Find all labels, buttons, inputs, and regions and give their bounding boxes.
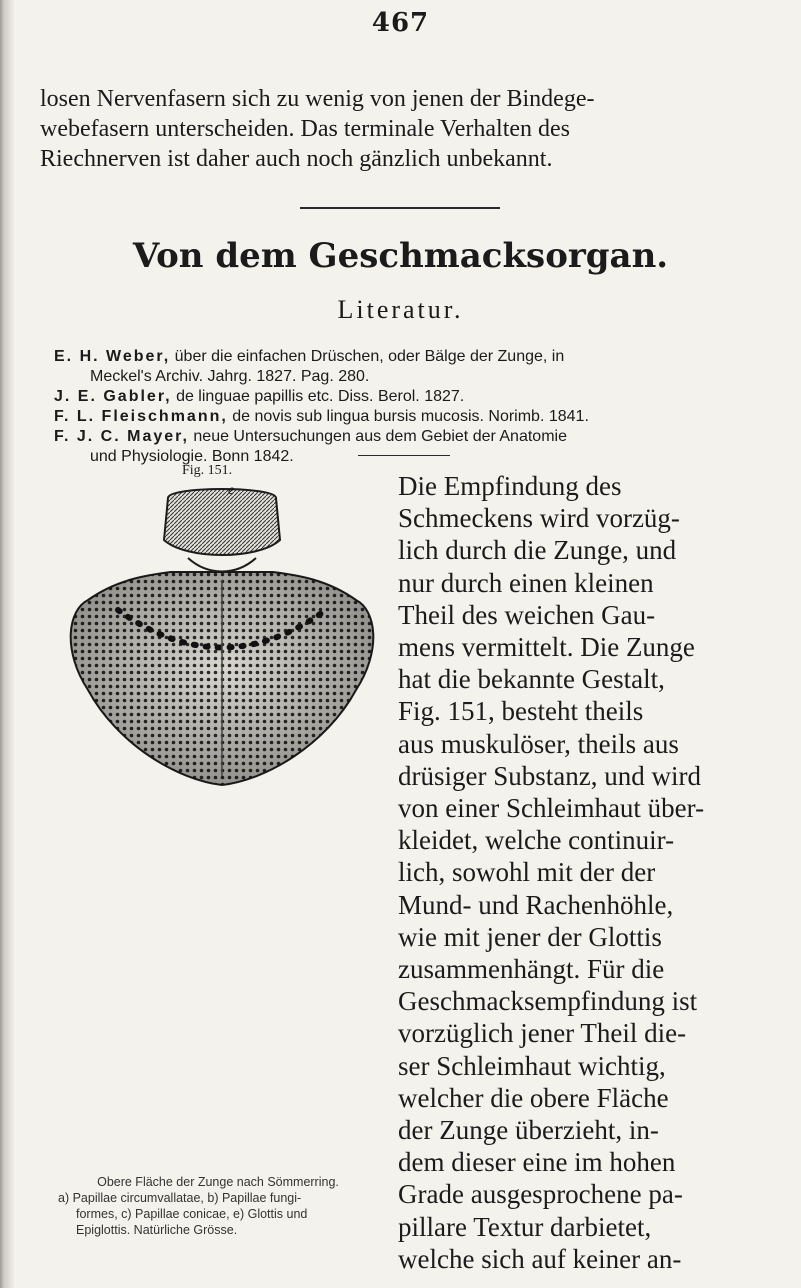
body-line: kleidet, welche continuir- xyxy=(398,825,675,856)
intro-line: webefasern unterscheiden. Das terminale Verhalten des xyxy=(40,116,571,142)
body-line: Mund- und Rachenhöhle, xyxy=(398,889,674,920)
body-line: Fig. 151, besteht theils xyxy=(398,696,644,727)
literature-heading: Literatur. xyxy=(337,295,464,324)
body-line: Theil des weichen Gau- xyxy=(398,599,656,630)
body-line: wie mit jener der Glottis xyxy=(398,921,662,952)
body-line: drüsiger Substanz, und wird xyxy=(398,760,701,791)
figure-label: Fig. 151. xyxy=(182,463,233,478)
body-line: Grade ausgesprochene pa- xyxy=(398,1179,683,1210)
reference-author: F. J. C. Mayer, xyxy=(54,428,189,445)
caption-line: formes, c) Papillae conicae, e) Glottis und xyxy=(76,1207,308,1221)
page-number: 467 xyxy=(371,8,430,38)
body-line: nur durch einen kleinen xyxy=(398,567,654,598)
body-line: aus muskulöser, theils aus xyxy=(398,728,679,759)
reference-continuation: Meckel's Archiv. Jahrg. 1827. Pag. 280. xyxy=(90,368,370,385)
body-line: ser Schleimhaut wichtig, xyxy=(398,1050,666,1081)
reference-text: neue Untersuchungen aus dem Gebiet der Anatomie xyxy=(193,428,567,445)
body-line: lich durch die Zunge, und xyxy=(398,535,677,566)
body-line: mens vermittelt. Die Zunge xyxy=(398,632,695,663)
reference-text: de linguae papillis etc. Diss. Berol. 1827. xyxy=(176,388,465,405)
reference-item xyxy=(54,407,784,427)
reference-item xyxy=(54,347,784,367)
literature-list xyxy=(54,347,784,467)
body-text xyxy=(398,470,778,1275)
body-line: zusammenhängt. Für die xyxy=(398,954,665,985)
reference-item xyxy=(54,427,784,447)
reference-author: J. E. Gabler, xyxy=(54,388,172,405)
epiglottis xyxy=(164,489,280,555)
body-line: der Zunge überzieht, in- xyxy=(398,1115,659,1146)
reference-continuation: und Physiologie. Bonn 1842. xyxy=(90,448,294,465)
reference-text: über die einfachen Drüschen, oder Bälge der Zunge, in xyxy=(174,348,565,365)
tongue-illustration xyxy=(58,480,386,808)
intro-paragraph xyxy=(40,84,760,174)
body-line: Die Empfindung des xyxy=(398,471,622,501)
literature-divider xyxy=(358,455,450,456)
body-line: Schmeckens wird vorzüg- xyxy=(398,503,680,534)
figure-letter: e xyxy=(228,483,235,498)
caption-line: Epiglottis. Natürliche Grösse. xyxy=(76,1223,238,1237)
body-line: dem dieser eine im hohen xyxy=(398,1147,676,1178)
figure-caption xyxy=(58,1174,378,1238)
body-line: Geschmacksempfindung ist xyxy=(398,986,698,1017)
intro-line: losen Nervenfasern sich zu wenig von jenen der Bindege- xyxy=(40,86,595,112)
section-divider xyxy=(300,207,500,209)
body-line: pillare Textur darbietet, xyxy=(398,1211,652,1242)
caption-line: a) Papillae circumvallatae, b) Papillae fungi- xyxy=(58,1191,302,1205)
book-binding-edge xyxy=(0,0,14,1288)
body-line: von einer Schleimhaut über- xyxy=(398,793,705,824)
reference-item xyxy=(54,387,784,407)
body-line: vorzüglich jener Theil die- xyxy=(398,1018,687,1049)
intro-line: Riechnerven ist daher auch noch gänzlich unbekannt. xyxy=(40,146,553,172)
body-line: welcher die obere Fläche xyxy=(398,1082,669,1113)
section-title: Von dem Geschmacksorgan. xyxy=(132,236,669,276)
body-line: welche sich auf keiner an- xyxy=(398,1243,682,1274)
body-line: lich, sowohl mit der der xyxy=(398,857,656,888)
reference-author: E. H. Weber, xyxy=(54,348,171,365)
reference-text: de novis sub lingua bursis mucosis. Norimb. 1841. xyxy=(232,408,589,425)
caption-line: Obere Fläche der Zunge nach Sömmerring. xyxy=(97,1175,339,1189)
body-line: hat die bekannte Gestalt, xyxy=(398,664,665,695)
reference-author: F. L. Fleischmann, xyxy=(54,408,228,425)
